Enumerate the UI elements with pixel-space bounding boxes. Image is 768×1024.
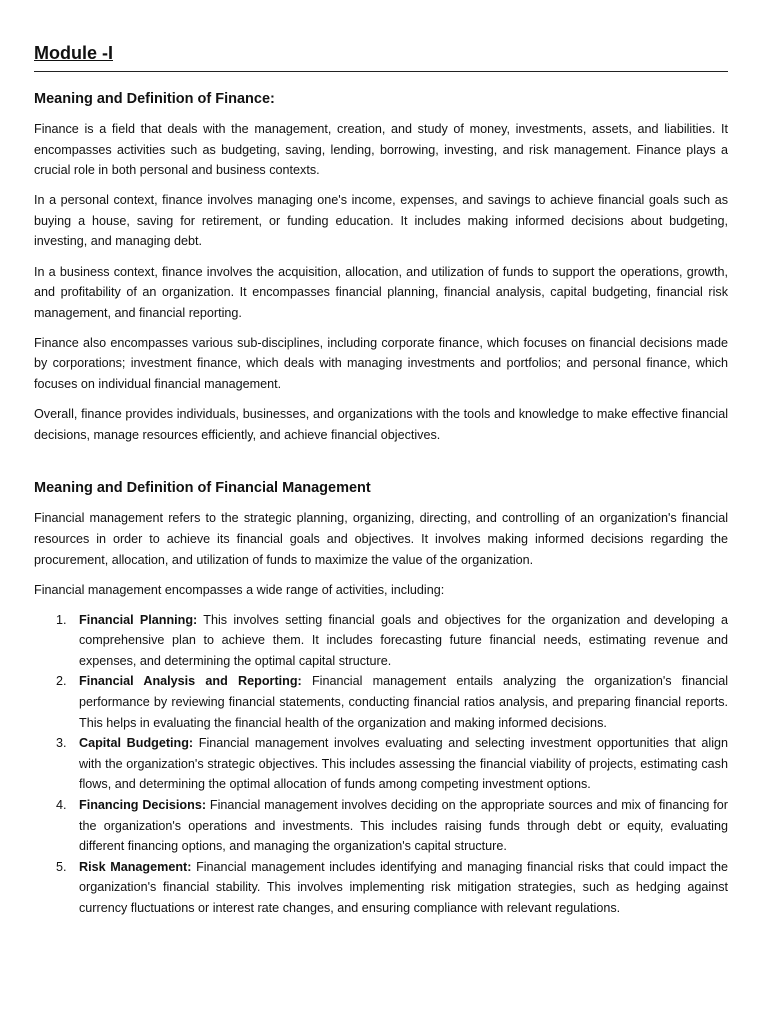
financial-management-body [34,508,728,918]
list-item-number: 5. [56,859,67,874]
finance-heading: Meaning and Definition of Finance: [34,91,275,107]
fm-paragraph: Financial management refers to the strategic planning, organizing, directing, and controlling of an organization's financial resources in order to achieve its financial goals and objectives. It involves making informed decisions regarding the procurement, allocation, and utilization of funds to maximize the value of the organization. [34,511,728,567]
module-title: Module -I [34,43,113,63]
finance-body [34,119,728,445]
list-item [34,671,728,733]
financial-management-heading: Meaning and Definition of Financial Management [34,480,371,497]
finance-paragraph: Finance is a field that deals with the management, creation, and study of money, investments, assets, and liabilities. It encompasses activities such as budgeting, saving, lending, borrowing, investing, and risk management. Finance plays a crucial role in both personal and business contexts. [34,122,728,178]
list-item [34,610,728,672]
list-item [34,733,728,795]
list-item-text: Financial management involves deciding on the appropriate sources and mix of financing for the organization's operations and investments. This includes raising funds through debt or equity, evaluating different financing options, and managing the organization's capital structure. [79,798,728,854]
list-item-number: 3. [56,736,67,751]
list-item-term: Risk Management: [79,859,192,874]
list-item-number: 1. [56,612,67,627]
list-item [34,795,728,857]
finance-paragraph: In a personal context, finance involves managing one's income, expenses, and savings to achieve financial goals such as buying a house, saving for retirement, or funding education. It includes making informed decisions about budgeting, investing, and managing debt. [34,193,728,249]
list-item-number: 2. [56,674,67,689]
finance-paragraph: In a business context, finance involves the acquisition, allocation, and utilization of funds to support the operations, growth, and profitability of an organization. It encompasses financial planning, financial analysis, capital budgeting, financial risk management, and financial reporting. [34,264,728,320]
list-item-term: Financial Planning: [79,612,198,627]
fm-paragraph: Financial management encompasses a wide range of activities, including: [34,582,445,597]
list-item [34,857,728,919]
document-page [34,40,728,919]
finance-paragraph: Overall, finance provides individuals, businesses, and organizations with the tools and knowledge to make effective financial decisions, manage resources efficiently, and achieve financial objectives. [34,407,728,442]
list-item-text: This involves setting financial goals and objectives for the organization and developing a comprehensive plan to achieve them. It includes forecasting future financial needs, estimating revenue and expenses, and determining the optimal capital structure. [79,612,728,668]
list-item-term: Capital Budgeting: [79,736,194,751]
list-item-term: Financial Analysis and Reporting: [79,674,302,689]
activities-list [34,610,728,919]
title-divider [34,71,728,72]
list-item-text: Financial management entails analyzing the organization's financial performance by reviewing financial statements, conducting financial ratios analysis, and preparing financial reports. This helps in evaluating the financial health of the organization and making informed decisions. [79,674,729,730]
finance-paragraph: Finance also encompasses various sub-disciplines, including corporate finance, which focuses on financial decisions made by corporations; investment finance, which deals with managing investments and portfolios; and personal finance, which focuses on individual financial management. [34,335,728,392]
list-item-term: Financing Decisions: [79,798,207,813]
list-item-text: Financial management includes identifying and managing financial risks that could impact the organization's financial stability. This involves implementing risk mitigation strategies, such as hedging against currency fluctuations or interest rate changes, and ensuring compliance with relevant regulations. [79,859,729,915]
list-item-text: Financial management involves evaluating and selecting investment opportunities that align with the organization's strategic objectives. This includes assessing the financial viability of projects, estimating cash flows, and determining the optimal allocation of funds among competing investment options. [79,736,729,792]
list-item-number: 4. [56,798,67,813]
